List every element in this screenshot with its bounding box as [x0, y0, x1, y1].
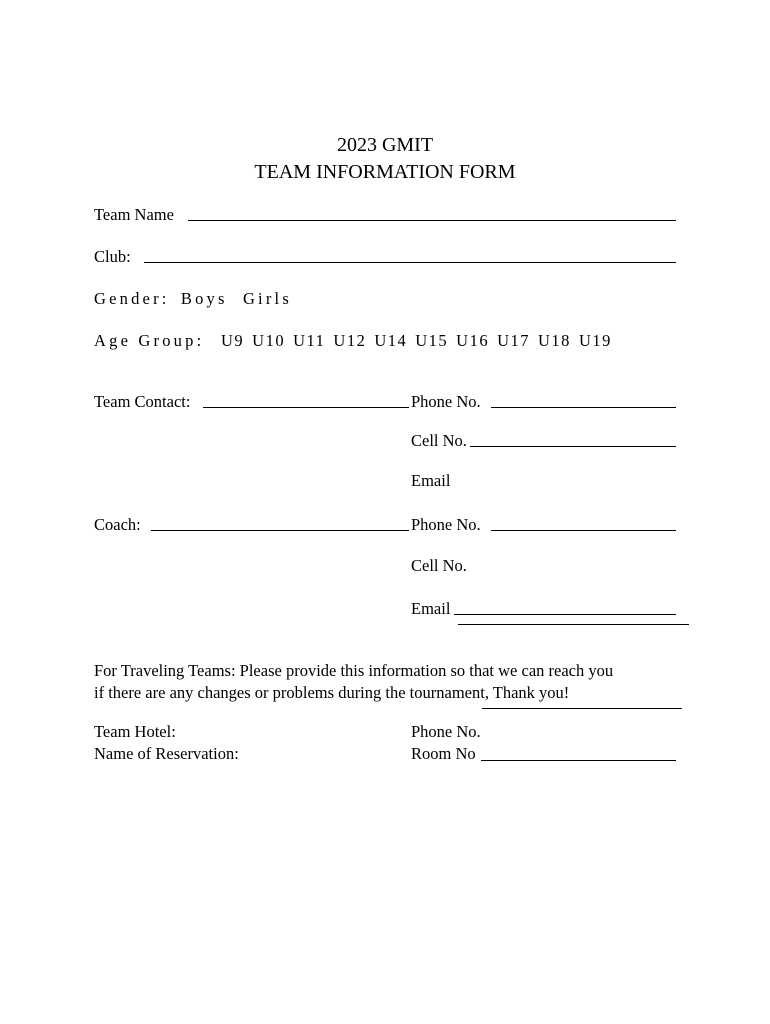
age-option-u11[interactable]: U11 [293, 331, 326, 350]
team-contact-label: Team Contact: [94, 392, 191, 411]
travel-divider-line [482, 708, 682, 709]
club-label: Club: [94, 247, 131, 266]
coach-cell-label: Cell No. [411, 556, 467, 575]
age-option-u17[interactable]: U17 [497, 331, 531, 350]
age-group-label: Age Group: [94, 331, 205, 350]
travel-note-line2: if there are any changes or problems during the tournament, Thank you! [94, 683, 570, 702]
coach-phone-label: Phone No. [411, 515, 481, 534]
room-number-label: Room No [411, 744, 476, 763]
room-number-field[interactable] [481, 760, 676, 761]
age-option-u10[interactable]: U10 [252, 331, 286, 350]
reservation-name-label: Name of Reservation: [94, 744, 239, 763]
age-group-options [221, 333, 620, 350]
club-field[interactable] [144, 262, 676, 263]
age-option-u9[interactable]: U9 [221, 331, 245, 350]
age-option-u16[interactable]: U16 [456, 331, 490, 350]
age-option-u18[interactable]: U18 [538, 331, 571, 350]
age-option-u14[interactable]: U14 [374, 331, 408, 350]
gender-row [94, 291, 292, 308]
team-contact-email-label: Email [411, 471, 451, 490]
form-title-year: 2023 GMIT [336, 134, 434, 156]
coach-label: Coach: [94, 515, 141, 534]
gender-option-boys[interactable]: Boys [180, 289, 228, 308]
age-option-u15[interactable]: U15 [415, 331, 449, 350]
coach-email-extra-line [458, 624, 689, 625]
team-contact-cell-label: Cell No. [411, 431, 467, 450]
gender-label: Gender: [94, 289, 170, 308]
team-contact-field[interactable] [203, 407, 409, 408]
age-option-u19[interactable]: U19 [578, 331, 612, 350]
form-title: TEAM INFORMATION FORM [254, 161, 516, 183]
age-option-u12[interactable]: U12 [333, 331, 367, 350]
team-name-label: Team Name [94, 205, 174, 224]
team-name-field[interactable] [188, 220, 676, 221]
team-contact-cell-field[interactable] [470, 446, 676, 447]
gender-option-girls[interactable]: Girls [242, 289, 292, 308]
coach-email-field[interactable] [454, 614, 676, 615]
team-hotel-label: Team Hotel: [94, 722, 176, 741]
team-contact-phone-field[interactable] [491, 407, 676, 408]
coach-phone-field[interactable] [491, 530, 676, 531]
coach-email-label: Email [411, 599, 451, 618]
travel-note-line1: For Traveling Teams: Please provide this information so that we can reach you [94, 661, 614, 680]
coach-field[interactable] [151, 530, 409, 531]
hotel-phone-label: Phone No. [411, 722, 481, 741]
team-contact-phone-label: Phone No. [411, 392, 481, 411]
